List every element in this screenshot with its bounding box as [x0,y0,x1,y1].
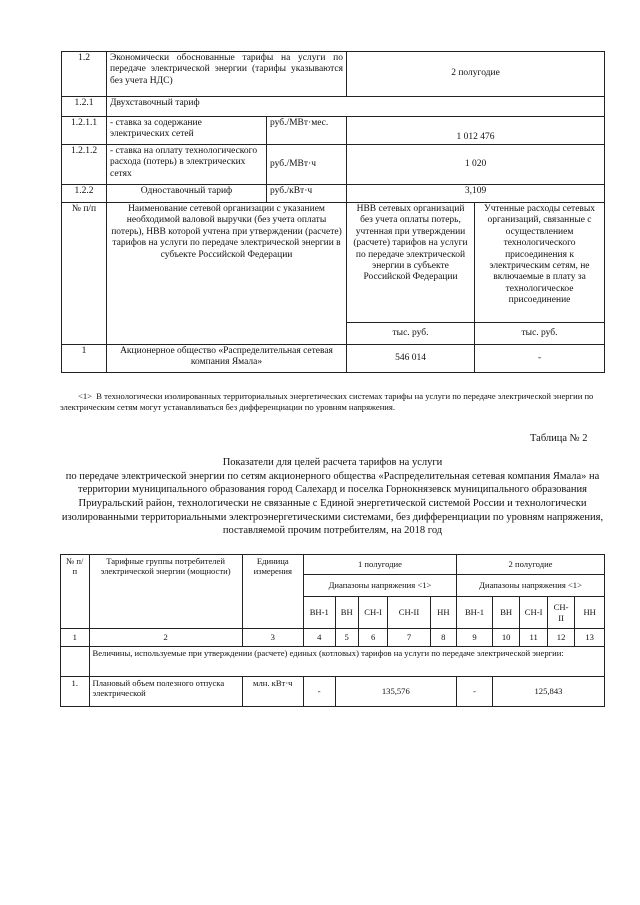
value-cell: 1 012 476 [347,117,605,145]
title-text: по передаче электрической энергии по сетям акционерного общества «Распределительная сетевая компания Ямала» на территории муниципального образования город Салехард и поселка Горнокнязевск муниципального образования Приуральский район, технологически не связанные с Единой энергетической системой России и технологически изолированными территориальными электроэнергетическими системами, без дифференциации по уровням напряжения, поставляемой прочим потребителям, на 2018 год [61,470,604,537]
value-cell: 125,843 [492,677,604,707]
row-number: 1.2.1.1 [62,117,107,145]
unit-cell: руб./кВт·ч [267,185,347,203]
level-header: ВН-1 [457,597,493,629]
column-header-groups: Тарифные группы потребителей электрической энергии (мощности) [89,555,242,629]
column-header-number: № п/п [61,555,90,629]
table-row [62,52,605,97]
column-number: 13 [575,629,605,647]
table-header-row [61,555,605,575]
column-number: 12 [547,629,574,647]
column-numbers-row [61,629,605,647]
row-number: 1.2.2 [62,185,107,203]
unit-cell: тыс. руб. [475,323,605,345]
section-label: Величины, используемые при утверждении (расчете) единых (котловых) тарифов на услуги по передаче электрической энергии: [89,647,604,677]
unit-cell: млн. кВт·ч [242,677,303,707]
footnote-text: В технологически изолированных территориальных энергетических системах тарифы на услуги по передаче электрической энергии по электрическим сетям могут устанавливаться без дифференциации по уровням напряжения. [60,391,594,413]
title-line: Показатели для целей расчета тарифов на услуги [222,457,443,468]
level-header: ВН [335,597,358,629]
level-header: СН-I [358,597,388,629]
value-cell: 546 014 [347,345,475,373]
level-header: НН [430,597,456,629]
column-header-number: № п/п [62,203,107,345]
column-number: 6 [358,629,388,647]
row-number: 1.2.1.2 [62,145,107,185]
value-cell: 3,109 [347,185,605,203]
column-number: 8 [430,629,456,647]
footnote [60,391,605,413]
level-header: СН-II [388,597,430,629]
footnote-mark: <1> [78,391,92,401]
unit-cell: руб./МВт·ч [267,145,347,185]
row-number: 1. [61,677,90,707]
row-number: 1.2.1 [62,97,107,117]
row-number: 1 [62,345,107,373]
level-header: ВН [492,597,519,629]
level-header: ВН-1 [303,597,335,629]
indicators-table [60,554,605,707]
column-number: 4 [303,629,335,647]
row-label: Плановый объем полезного отпуска электрической [89,677,242,707]
column-header-unit: Единица измерения [242,555,303,629]
column-header-nvv: НВВ сетевых организаций без учета оплаты потерь, учтенная при утверждении (расчете) тарифов на услуги по передаче электрической энергии в субъекте Российской Федерации [347,203,475,323]
column-header-expenses: Учтенные расходы сетевых организаций, связанные с осуществлением технологического присоединения к электрическим сетям, не включаемые в плату за технологическое присоединение [475,203,605,323]
voltage-ranges-header: Диапазоны напряжения <1> [457,575,605,597]
level-header: СН-II [547,597,574,629]
column-number: 1 [61,629,90,647]
column-number: 11 [520,629,547,647]
level-header: НН [575,597,605,629]
table-row [61,677,605,707]
table-row [62,145,605,185]
voltage-ranges-header: Диапазоны напряжения <1> [303,575,456,597]
tariff-table [61,51,605,373]
column-number: 3 [242,629,303,647]
period-label: 2 полугодие [347,52,605,97]
unit-cell: тыс. руб. [347,323,475,345]
table-header-row [62,203,605,323]
row-label: - ставка за содержание электрических сетей [107,117,267,145]
column-number: 2 [89,629,242,647]
level-header: СН-I [520,597,547,629]
value-cell: - [475,345,605,373]
column-number: 10 [492,629,519,647]
table-row [62,185,605,203]
value-cell: - [303,677,335,707]
column-header-half1: 1 полугодие [303,555,456,575]
table-row [62,117,605,145]
value-cell: - [457,677,493,707]
column-header-org: Наименование сетевой организации с указанием необходимой валовой выручки (без учета оплаты потерь), НВВ которой учтена при утверждении (расчете) тарифов на услуги по передаче электрической энергии в субъекте Российской Федерации [107,203,347,345]
unit-cell: руб./МВт·мес. [267,117,347,145]
section-row [61,647,605,677]
value-cell: 1 020 [347,145,605,185]
table-title [60,456,605,538]
empty-cell [61,647,90,677]
row-label: Двухставочный тариф [107,97,605,117]
table-number: Таблица № 2 [530,433,588,444]
column-header-half2: 2 полугодие [457,555,605,575]
column-number: 7 [388,629,430,647]
value-cell: 135,576 [335,677,456,707]
row-number: 1.2 [62,52,107,97]
column-number: 9 [457,629,493,647]
row-label: Одноставочный тариф [107,185,267,203]
table-row [62,345,605,373]
row-label: - ставка на оплату технологического расхода (потерь) в электрических сетях [107,145,267,185]
table-row [62,97,605,117]
org-name: Акционерное общество «Распределительная сетевая компания Ямала» [107,345,347,373]
row-label: Экономически обоснованные тарифы на услуги по передаче электрической энергии (тарифы указываются без учета НДС) [107,52,347,97]
column-number: 5 [335,629,358,647]
